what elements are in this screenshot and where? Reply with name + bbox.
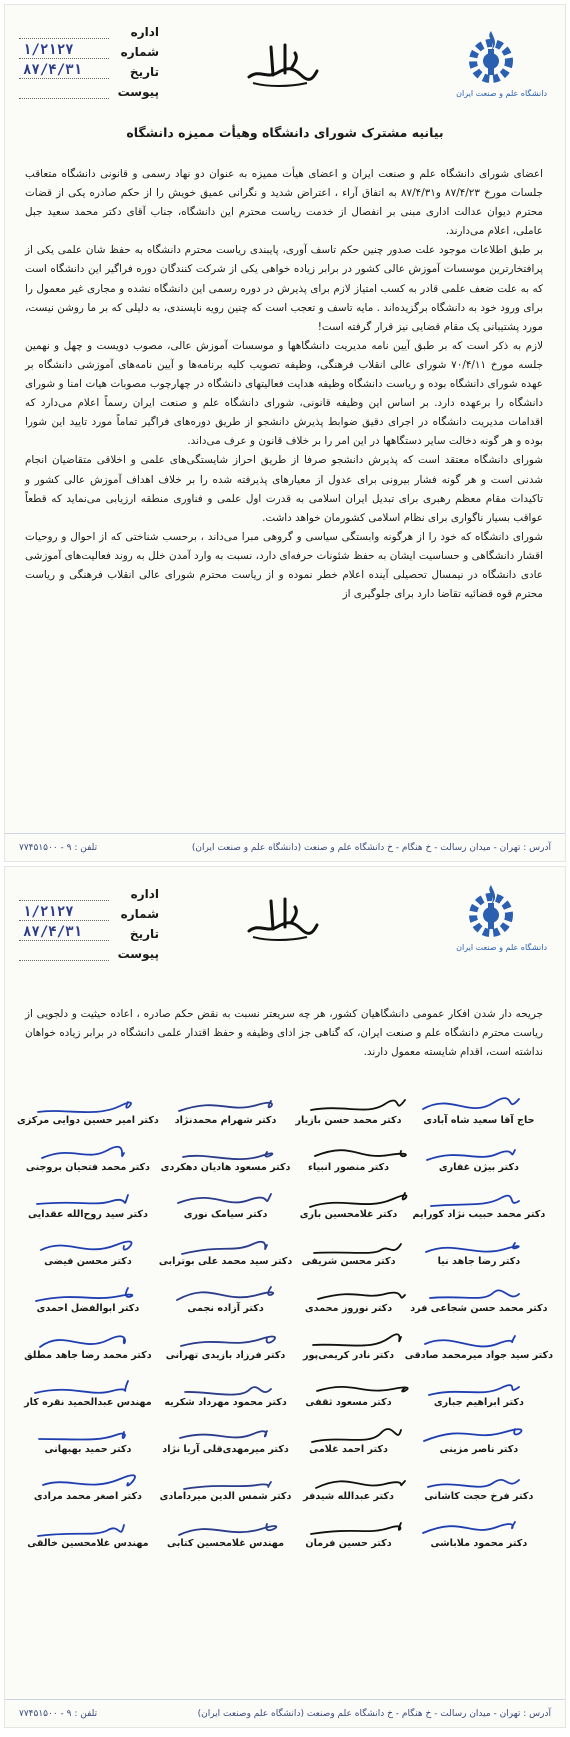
page-footer [5,833,565,861]
signature-cell [292,1508,405,1555]
signatory-name: دکتر بیژن غفاری [438,1162,519,1173]
number-row [19,901,159,921]
signatory-name: حاج آقا سعید شاه آبادی [423,1115,535,1126]
signature-cell [159,1461,292,1508]
number-value: ۱/۲۱۲۷ [19,904,109,921]
signature-cell [17,1273,159,1320]
signature-cell [405,1461,553,1508]
closing-paragraph: جریحه دار شدن افکار عمومی دانشگاهیان کشور، هر چه سریعتر نسبت به نقض حکم صادره ، اعاده حیثیت و دلجویی از ریاست محترم دانشگاه علم و صنعت ایران، که گناهی جز ادای وظیفه و حفظ اقتدار علمی دانشگاه در برابر زیاده خواهان نداشته است، اقدام شایسته معمول دارند. [25,1008,543,1058]
signatory-name: دکتر نوروز محمدی [304,1303,393,1314]
signature-cell [17,1414,159,1461]
signatory-name: دکتر محمد رضا جاهد مطلق [24,1350,152,1361]
letter-meta [19,881,159,961]
signature-cell [405,1508,553,1555]
attachment-value [19,82,109,99]
attachment-label: پیوست [117,85,159,99]
signatory-name: دکتر شمس الدین میردامادی [159,1491,292,1502]
university-logo-icon [463,27,519,87]
department-row [19,881,159,901]
signatory-name: دکتر ابوالفضل احمدی [36,1303,140,1314]
department-label: اداره [130,25,159,39]
signature-cell [292,1179,405,1226]
signatory-name: دکتر آزاده نجمی [187,1303,264,1314]
signatory-name: دکتر ابراهیم جباری [433,1397,524,1408]
signatory-name: دکتر غلامحسین باری [299,1209,398,1220]
besmellah-calligraphy-icon [241,893,321,945]
signature-cell [405,1320,553,1367]
number-value: ۱/۲۱۲۷ [19,42,109,59]
department-value [19,884,109,901]
signature-cell [405,1132,553,1179]
page-footer [5,1699,565,1727]
university-logo-icon [463,881,519,941]
signature-cell [292,1226,405,1273]
university-logo [449,881,549,961]
signatory-name: دکتر محمود ملاباشی [430,1538,528,1549]
document-title: بیانیه مشترک شورای دانشگاه وهیأت ممیزه دانشگاه [126,125,444,140]
date-value: ۸۷/۴/۳۱ [19,62,109,79]
signature-cell [405,1226,553,1273]
signatory-name: دکتر احمد غلامی [309,1444,388,1455]
signature-cell [17,1367,159,1414]
paragraph: لازم به ذکر است که بر طبق آیین نامه مدیریت دانشگاهها و موسسات آموزش عالی، مصوب دویست و چهل و نهمین جلسه مورخ ۷۰/۴/۱۱ شورای عالی انقلاب فرهنگی، وظیفه تصویب کلیه برنامه‌ها و آیین نامه‌های آموزشی دانشگاه بر عهده شورای دانشگاه بوده و ریاست دانشگاه وظیفه هدایت فعالیتهای دانشگاه در چهارچوب مصوبات هیات امنا و شورای دانشگاه را برعهده دارد. بر اساس این وظیفه قانونی، شورای دانشگاه علم و صنعت ایران رسماً اعلام می‌دارد که اقدامات مدیریت دانشگاه در اجرای دقیق ضوابط پذیرش دانشجو از طریق دوره‌های فراگیر تماماً مورد تایید این شورا بوده و هر گونه دخالت سایر دستگاهها در این امر را بر خلاف قانون و عرف می‌داند. [25,339,544,448]
signature-cell [159,1414,292,1461]
signatory-name: دکتر فرخ حجت کاشانی [424,1491,534,1502]
date-label: تاریخ [129,65,159,79]
paragraph: اعضای شورای دانشگاه علم و صنعت ایران و اعضای هیأت ممیزه به عنوان دو نهاد رسمی و قانونی دانشگاه متعاقب جلسات مورخ ۸۷/۴/۲۳ و۸۷/۴/۳۱ به اتفاق آراء ، اعتراض شدید و نگرانی عمیق خویش را از حکم صادره یکی از قضات محترم دیوان عدالت اداری مبنی بر انفصال از خدمت ریاست محترم این دانشگاه، جناب آقای دکتر محمد سعید جبل عاملی، اعلام می‌دارند. [25,168,543,238]
signatures-grid [17,1085,553,1555]
signature-cell [292,1414,405,1461]
signature-cell [292,1085,405,1132]
signature-cell [405,1179,553,1226]
paragraph: بر طبق اطلاعات موجود علت صدور چنین حکم تاسف آوری، پایبندی ریاست محترم دانشگاه به حفظ شان علمی یکی از پرافتخارترین موسسات آموزش عالی کشور در برابر زیاده خواهی یکی از شرکت کنندگان دوره فراگیر این دانشگاه است که به علت ضعف علمی قادر به کسب امتیاز لازم برای پذیرش در دوره رسمی این دانشگاه نشده و مجاری غیر معمول را برای ورود خود به دانشگاه برگزیده‌اند . مایه تاسف و تعجب است که چنین رویه ناپسندی، به دلیلی که بر ما روشن نیست، مورد پشتیبانی یک مقام قضایی نیز قرار گرفته است! [25,244,543,333]
signatory-name: مهندس غلامحسین خالقی [27,1538,149,1549]
signature-cell [405,1414,553,1461]
signatory-name: دکتر محمد حبیب نژاد کورایم [412,1209,546,1220]
number-label: شماره [120,907,159,921]
signatory-name: دکتر سید روح‌الله عقدایی [27,1209,148,1220]
signatory-name: دکتر میرمهدی‌قلی آریا نژاد [162,1444,289,1455]
paragraph: شورای دانشگاه معتقد است که پذیرش دانشجو صرفا از طریق احراز شایستگی‌های علمی و اخلاقی متقاضیان انجام شدنی است و هر گونه فشار بیرونی برای عدول از معیارهای پذیرفته شده را بر خلاف اهداف آموزش عالی کشور و تاکیدات مقام معظم رهبری برای تبدیل ایران اسلامی به قدرت اول علمی و فناوری منطقه ارزیابی می‌نماید که قطعاً عواقب بسیار ناگواری برای نظام اسلامی کشورمان خواهد داشت. [25,454,543,524]
logo-caption: دانشگاه علم و صنعت ایران [456,89,547,98]
signature-cell [159,1508,292,1555]
footer-address: آدرس : تهران - میدان رسالت - خ هنگام - خ دانشگاه علم و صنعت (دانشگاه علم و صنعت ایران) [191,842,551,853]
footer-address: آدرس : تهران - میدان رسالت - خ هنگام - خ دانشگاه علم وصنعت (دانشگاه علم وصنعت ایران) [197,1708,551,1719]
date-row [19,59,159,79]
university-logo [449,27,549,107]
signatory-name: دکتر اصغر محمد مرادی [33,1491,142,1502]
signatory-name: دکتر عبدالله شیدفر [303,1491,394,1502]
number-label: شماره [120,45,159,59]
signatory-name: دکتر سیامک نوری [183,1209,268,1220]
letter-page-2 [4,866,566,1728]
signature-cell [17,1179,159,1226]
attachment-row [19,79,159,99]
signature-cell [292,1320,405,1367]
signature-cell [292,1367,405,1414]
signatory-name: دکتر نادر کریمی‌پور [302,1350,395,1361]
signatory-name: دکتر حسین فرمان [305,1538,392,1549]
number-row [19,39,159,59]
logo-caption: دانشگاه علم و صنعت ایران [456,943,547,952]
signature-cell [292,1461,405,1508]
signature-cell [17,1226,159,1273]
statement-body [25,165,543,604]
signature-cell [17,1320,159,1367]
signatory-name: دکتر مسعود هادیان دهکردی [160,1162,291,1173]
department-value [19,22,109,39]
signatory-name: دکتر ناصر مزینی [439,1444,519,1455]
date-row [19,921,159,941]
department-label: اداره [130,887,159,901]
signatory-name: دکتر رضا جاهد نیا [437,1256,521,1267]
signature-cell [405,1273,553,1320]
signatory-name: دکتر فرزاد بازیدی تهرانی [165,1350,286,1361]
signature-cell [17,1461,159,1508]
signature-cell [159,1367,292,1414]
attachment-value [19,944,109,961]
signatory-name: دکتر مسعود ثقفی [305,1397,392,1408]
signature-cell [159,1320,292,1367]
date-label: تاریخ [129,927,159,941]
signature-cell [159,1179,292,1226]
signature-cell [159,1085,292,1132]
signatory-name: دکتر محسن شریفی [301,1256,396,1267]
signatory-name: دکتر محمد حسن بازیار [295,1115,402,1126]
letter-page-1 [4,4,566,862]
signatory-name: دکتر محمد حسن شجاعی فرد [410,1303,548,1314]
signature-cell [159,1226,292,1273]
signatory-name: دکتر محسن فیضی [44,1256,132,1267]
attachment-label: پیوست [117,947,159,961]
signatory-name: دکتر محمود مهرداد شکریه [164,1397,287,1408]
footer-phone: تلفن : ۹ - ۷۷۴۵۱۵۰۰ [19,1708,98,1719]
attachment-row [19,941,159,961]
signature-cell [159,1273,292,1320]
signature-cell [159,1132,292,1179]
signature-cell [292,1273,405,1320]
footer-phone: تلفن : ۹ - ۷۷۴۵۱۵۰۰ [19,842,98,853]
signatory-name: مهندس غلامحسین کتابی [167,1538,285,1549]
signatory-name: دکتر سید جواد میرمحمد صادقی [404,1350,553,1361]
signature-cell [17,1085,159,1132]
signature-cell [17,1508,159,1555]
signatory-name: دکتر سید محمد علی بوترابی [158,1256,293,1267]
signatory-name: دکتر امیر حسین دوایی مرکزی [17,1115,159,1126]
signatory-name: دکتر حمید بهبهانی [44,1444,132,1455]
paragraph: شورای دانشگاه که خود را از هرگونه وابستگی سیاسی و گروهی مبرا می‌داند ، برحسب شناختی که از احوال و روحیات اقشار دانشگاهی و حساسیت ایشان به حفظ شئونات حرفه‌ای دارد، نسبت به وارد آمدن خلل به روند فعالیت‌های آموزشی عادی دانشگاه در نیمسال تحصیلی آینده اعلام خطر نموده و از ریاست محترم شورای عالی انقلاب فرهنگی و ریاست محترم قوه قضائیه تقاضا دارد برای جلوگیری از [25,530,543,601]
signature-cell [405,1085,553,1132]
signature-cell [17,1132,159,1179]
signatory-name: دکتر شهرام محمدنژاد [174,1115,277,1126]
letter-meta [19,19,159,99]
signature-cell [292,1132,405,1179]
besmellah-calligraphy-icon [241,39,321,91]
date-value: ۸۷/۴/۳۱ [19,924,109,941]
signatory-name: مهندس عبدالحمید نقره کار [24,1397,152,1408]
signature-cell [405,1367,553,1414]
signatory-name: دکتر محمد فتحیان بروجنی [25,1162,150,1173]
signatory-name: دکتر منصور انبیاء [307,1162,390,1173]
department-row [19,19,159,39]
